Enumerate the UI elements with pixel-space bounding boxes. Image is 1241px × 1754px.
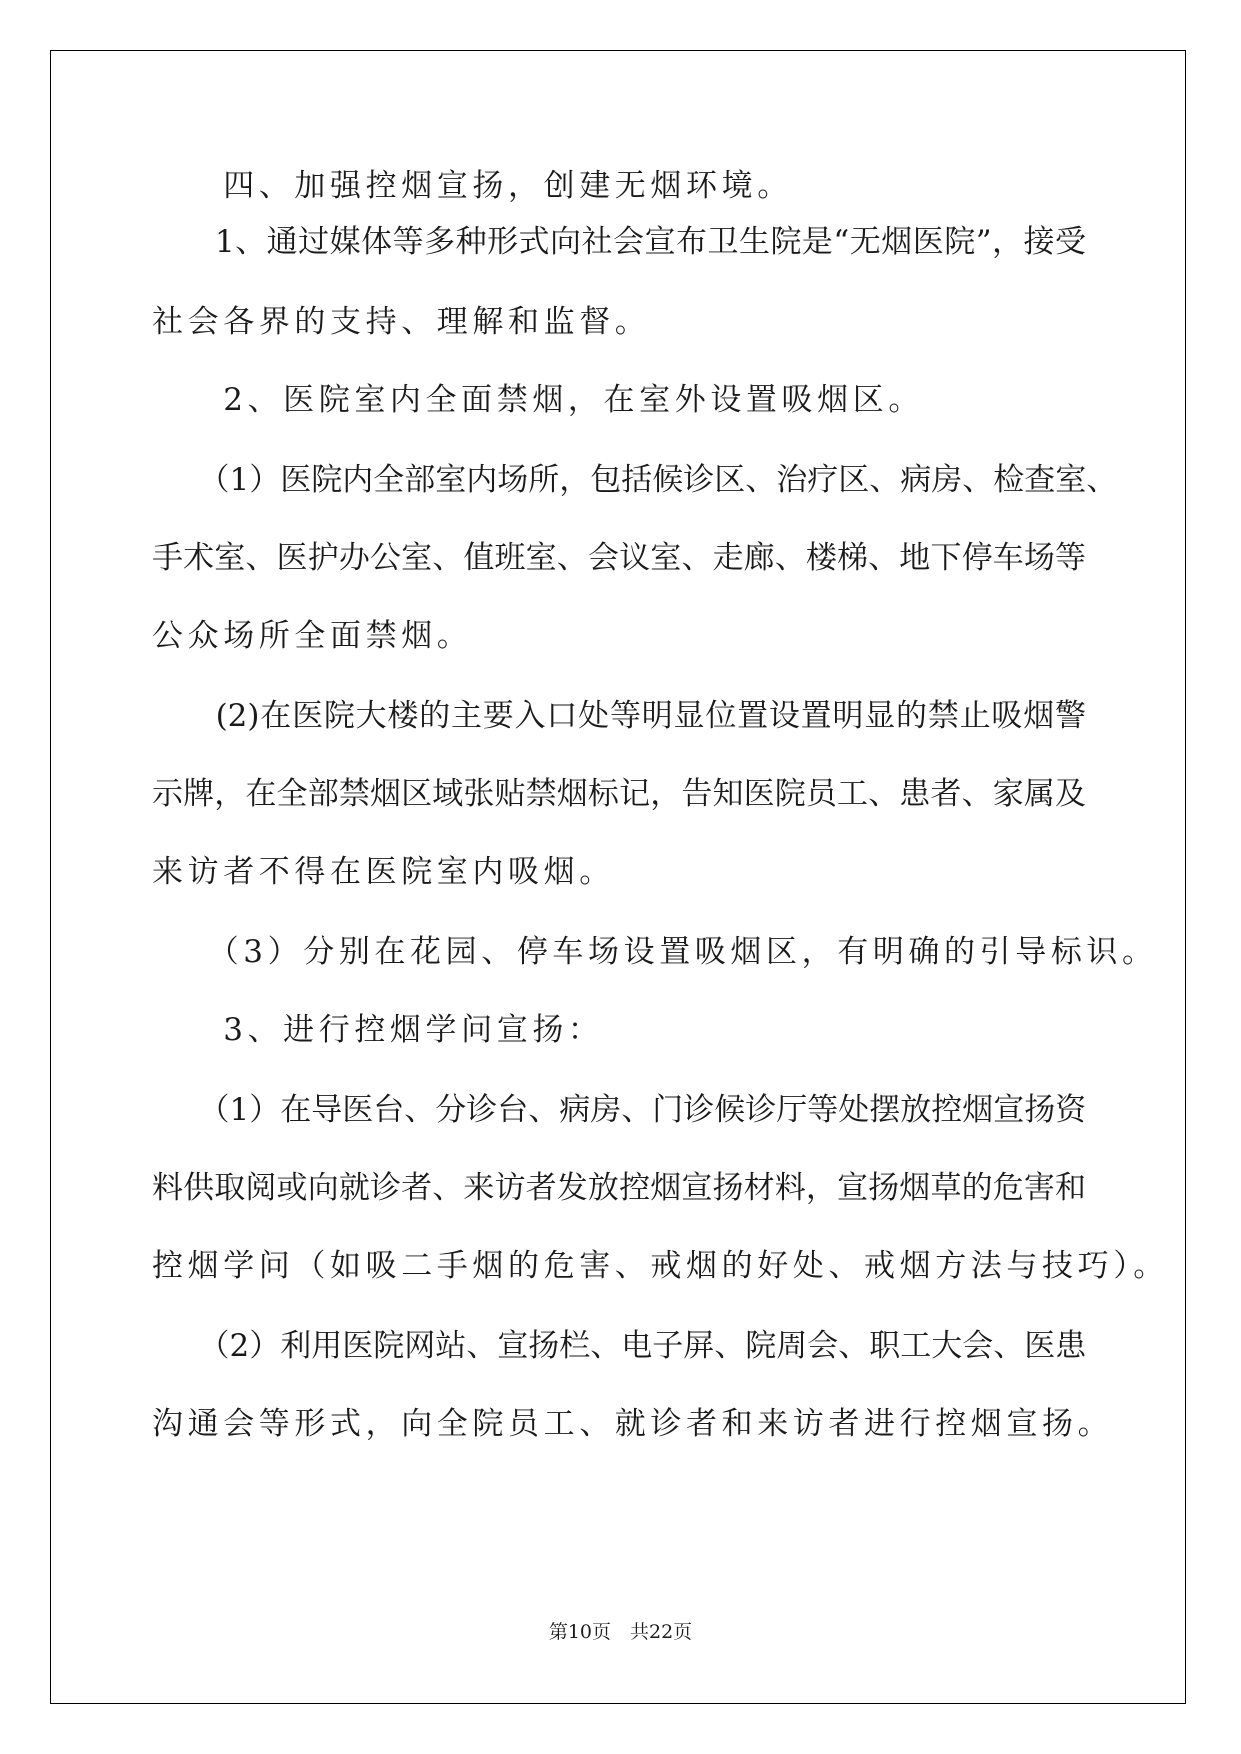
text-line: 控烟学问（如吸二手烟的危害、戒烟的好处、戒烟方法与技巧）。 [152,1248,1169,1284]
text-line: 四、加强控烟宣扬，创建无烟环境。 [152,168,793,204]
text-line: （3）分别在花园、停车场设置吸烟区，有明确的引导标识。 [152,934,1158,970]
text-line: （1）医院内全部室内场所，包括候诊区、治疗区、病房、检查室、 [152,462,1118,498]
text-line: （1）在导医台、分诊台、病房、门诊候诊厅等处摆放控烟宣扬资 [152,1092,1087,1128]
text-line: 料供取阅或向就诊者、来访者发放控烟宣扬材料，宣扬烟草的危害和 [152,1170,1086,1206]
text-line: 3、进行控烟学问宣扬： [152,1012,604,1048]
text-line: 手术室、医护办公室、值班室、会议室、走廊、楼梯、地下停车场等 [152,540,1086,576]
text-line: 沟通会等形式，向全院员工、就诊者和来访者进行控烟宣扬。 [152,1406,1114,1442]
text-line: (2)在医院大楼的主要入口处等明显位置设置明显的禁止吸烟警 [152,698,1086,734]
text-line: 社会各界的支持、理解和监督。 [152,304,651,340]
text-line: 公众场所全面禁烟。 [152,618,473,654]
text-line: 2、医院室内全面禁烟，在室外设置吸烟区。 [152,382,924,418]
page-number-footer: 第10页 共22页 [548,1621,693,1643]
text-line: 示牌，在全部禁烟区域张贴禁烟标记，告知医院员工、患者、家属及 [152,776,1086,812]
text-line: （2）利用医院网站、宣扬栏、电子屏、院周会、职工大会、医患 [152,1328,1087,1364]
text-line: 来访者不得在医院室内吸烟。 [152,854,615,890]
text-line: 1、通过媒体等多种形式向社会宣布卫生院是“无烟医院”，接受 [152,224,1086,260]
